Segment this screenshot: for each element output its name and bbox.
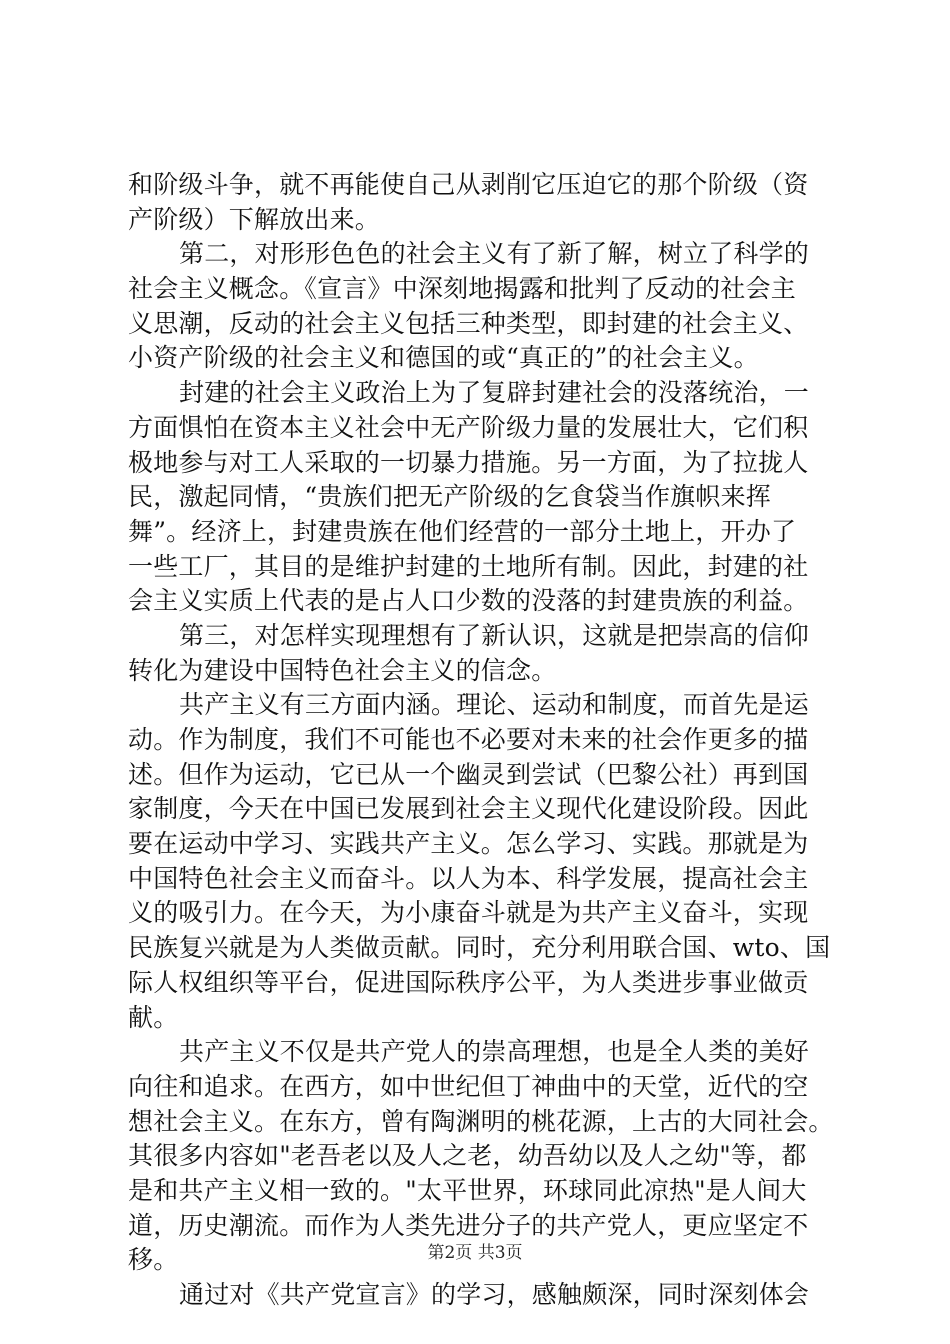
page-footer: 第2页 共3页 — [427, 1243, 523, 1263]
text-line: 民族复兴就是为人类做贡献。同时，充分利用联合国、wto、国 — [128, 933, 831, 963]
text-line: 舞”。经济上，封建贵族在他们经营的一部分土地上，开办了 — [128, 516, 797, 546]
text-line: 产阶级）下解放出来。 — [128, 204, 381, 234]
text-line: 其很多内容如"老吾老以及人之老，幼吾幼以及人之幼"等，都 — [128, 1141, 807, 1171]
text-line: 中国特色社会主义而奋斗。以人为本、科学发展，提高社会主 — [128, 863, 809, 893]
text-line: 移。 — [128, 1245, 179, 1275]
text-line: 小资产阶级的社会主义和德国的或“真正的”的社会主义。 — [128, 343, 759, 373]
text-line: 是和共产主义相一致的。"太平世界，环球同此凉热"是人间大 — [128, 1175, 807, 1205]
text-line: 共产主义不仅是共产党人的崇高理想，也是全人类的美好 — [179, 1037, 810, 1067]
text-line: 第三，对怎样实现理想有了新认识，这就是把崇高的信仰 — [179, 620, 810, 650]
text-line: 第二，对形形色色的社会主义有了新了解，树立了科学的 — [179, 239, 810, 269]
text-line: 献。 — [128, 1002, 179, 1032]
text-line: 共产主义有三方面内涵。理论、运动和制度，而首先是运 — [179, 690, 810, 720]
text-line: 通过对《共产党宣言》的学习，感触颇深，同时深刻体会 — [179, 1280, 810, 1309]
text-line: 际人权组织等平台，促进国际秩序公平，为人类进步事业做贡 — [128, 967, 809, 997]
text-line: 道，历史潮流。而作为人类先进分子的共产党人，更应坚定不 — [128, 1210, 809, 1240]
text-line: 述。但作为运动，它已从一个幽灵到尝试（巴黎公社）再到国 — [128, 759, 809, 789]
text-line: 方面惧怕在资本主义社会中无产阶级力量的发展壮大，它们积 — [128, 412, 809, 442]
text-line: 想社会主义。在东方，曾有陶渊明的桃花源，上古的大同社会。 — [128, 1106, 834, 1136]
text-line: 社会主义概念。《宣言》中深刻地揭露和批判了反动的社会主 — [128, 274, 796, 304]
text-line: 向往和追求。在西方，如中世纪但丁神曲中的天堂，近代的空 — [128, 1071, 809, 1101]
text-line: 家制度，今天在中国已发展到社会主义现代化建设阶段。因此 — [128, 794, 809, 824]
text-line: 和阶级斗争，就不再能使自己从剥削它压迫它的那个阶级（资 — [128, 170, 809, 199]
text-line: 义思潮，反动的社会主义包括三种类型，即封建的社会主义、 — [128, 308, 809, 338]
body-text — [128, 168, 838, 1313]
text-line: 义的吸引力。在今天，为小康奋斗就是为共产主义奋斗，实现 — [128, 898, 809, 928]
text-line: 动。作为制度，我们不可能也不必要对未来的社会作更多的描 — [128, 725, 809, 754]
text-line: 转化为建设中国特色社会主义的信念。 — [128, 655, 557, 685]
text-line: 极地参与对工人采取的一切暴力措施。另一方面，为了拉拢人 — [128, 447, 809, 477]
text-line: 一些工厂，其目的是维护封建的土地所有制。因此，封建的社 — [128, 551, 809, 581]
text-line: 民，激起同情，“贵族们把无产阶级的乞食袋当作旗帜来挥 — [128, 482, 771, 512]
text-line: 会主义实质上代表的是占人口少数的没落的封建贵族的利益。 — [128, 586, 809, 616]
text-line: 要在运动中学习、实践共产主义。怎么学习、实践。那就是为 — [128, 829, 809, 859]
text-line: 封建的社会主义政治上为了复辟封建社会的没落统治，一 — [179, 378, 810, 408]
